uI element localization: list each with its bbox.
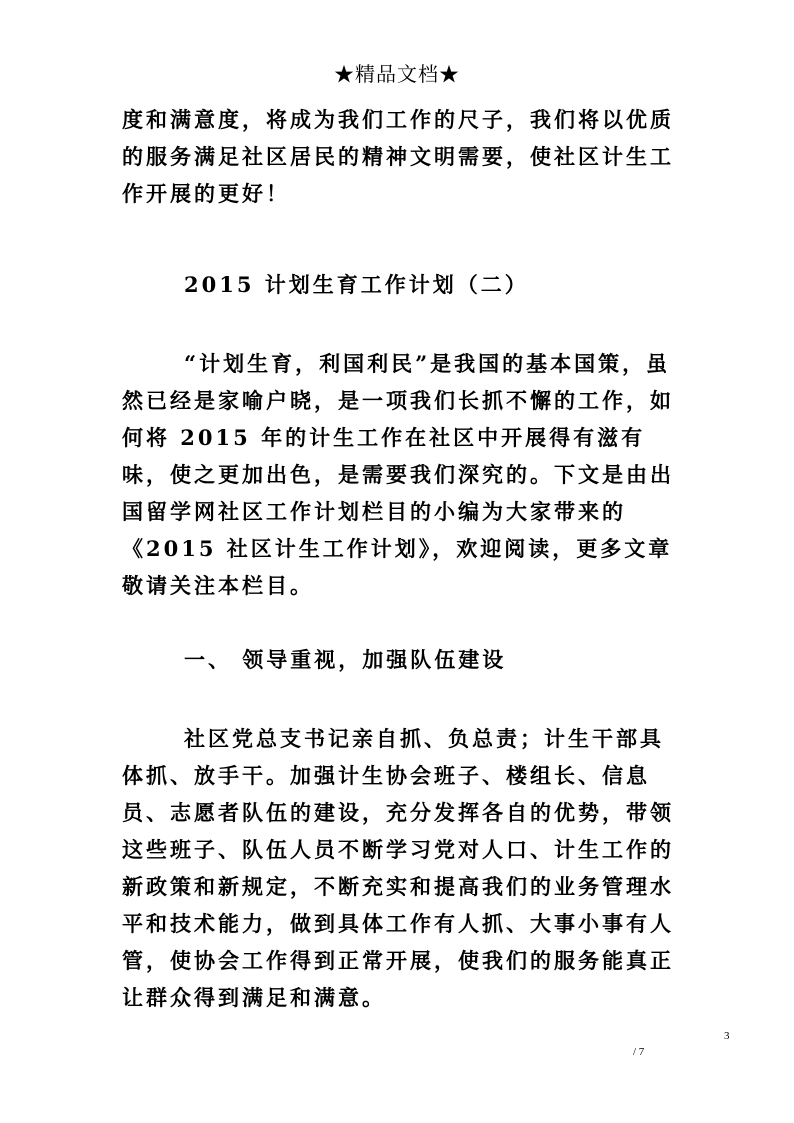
heading-text: 2015 计划生育工作计划（二） [184, 272, 529, 297]
leadership-paragraph: 社区党总支书记亲自抓、负总责；计生干部具体抓、放手干。加强计生协会班子、楼组长、信息员、志愿者队伍的建设，充分发挥各自的优势，带领这些班子、队伍人员不断学习党对人口、计生工作的新政策和新规定，不断充实和提高我们的业务管理水平和技术能力，做到具体工作有人抓、大事小事有人管，使协会工作得到正常开展，使我们的服务能真正让群众得到满足和满意。 [122, 726, 674, 1010]
section-heading-plan-two [122, 266, 682, 303]
section-heading-leadership [122, 641, 682, 678]
heading-text: 一、 领导重视，加强队伍建设 [184, 647, 507, 672]
document-body [122, 101, 682, 212]
page-number: 3 [724, 1030, 730, 1042]
paragraph-continuation: 度和满意度，将成为我们工作的尺子，我们将以优质的服务满足社区居民的精神文明需要，使社区计生工作开展的更好！ [122, 107, 674, 206]
intro-paragraph-block [122, 345, 682, 604]
document-header-title: ★精品文档★ [334, 62, 460, 86]
page-total: / 7 [633, 1046, 645, 1058]
leadership-paragraph-block [122, 720, 682, 1016]
intro-paragraph: “计划生育，利国利民”是我国的基本国策，虽然已经是家喻户晓，是一项我们长抓不懈的工作，如何将 2015 年的计生工作在社区中开展得有滋有味，使之更加出色，是需要我们深究的。下文是由出国留学网社区工作计划栏目的小编为大家带来的《2015 社区计生工作计划》，欢迎阅读，更多文章敬请关注本栏目。 [122, 351, 674, 598]
